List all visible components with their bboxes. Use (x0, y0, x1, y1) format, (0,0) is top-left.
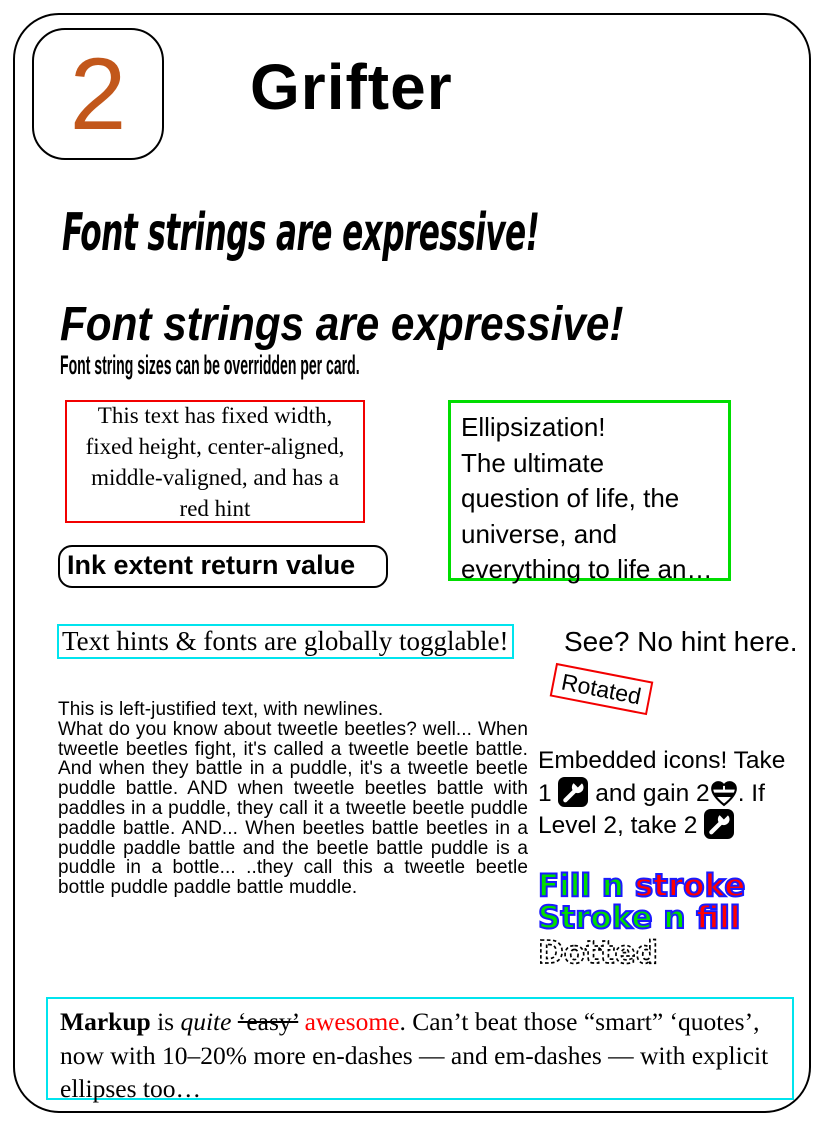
paragraph-body: What do you know about tweetle beetles? well... When tweetle beetles fight, it's called a tweetle beetle battle. And when they battle in a puddle, it's a tweetle beetle puddle battle. AND when tweetle beetles battle with paddles in a puddle, they call it a tweetle beetle puddle paddle battle. AND... When beetles battle beetles in a puddle paddle battle and the beetle battle puddle is a puddle in a bottle... ..they call this a tweetle beetle bottle puddle paddle battle muddle. (58, 718, 528, 899)
toggle-hint-text: Text hints & fonts are globally togglable! (62, 626, 509, 656)
heading-condensed-italic: Font strings are expressive! (62, 203, 540, 263)
rotated-text: Rotated (559, 668, 644, 710)
ellipsization-box (448, 400, 731, 584)
markup-rest: . Can’t beat those “smart” ‘quotes’, now with 10–20% more en-dashes — and em-dashes — with explicit ellipses too… (60, 1007, 769, 1103)
embedded-text-1: Embedded icons! Take 1 (538, 747, 786, 807)
red-hint-box (65, 400, 365, 523)
striped-heart-icon (710, 780, 738, 807)
ink-extent-label: Ink extent return value (67, 550, 356, 580)
ellipsization-line: question of life, the (461, 483, 680, 513)
ink-extent-box (58, 545, 388, 588)
embedded-icons-text (538, 746, 798, 842)
wrench-icon (704, 809, 734, 839)
ellipsization-line: universe, and (461, 518, 618, 549)
cost-badge (32, 28, 164, 160)
embedded-text-2: and gain 2 (588, 779, 710, 807)
card-title: Grifter (250, 51, 453, 123)
markup-box (46, 997, 794, 1103)
fill-n-stroke-text: Fill n stroke (538, 868, 746, 904)
ellipsization-line: The ultimate (461, 447, 605, 478)
heading-bold-italic: Font strings are expressive! (60, 298, 624, 351)
stroke-n-fill-text: Stroke n fill (538, 900, 741, 936)
markup-red-word: awesome (304, 1007, 400, 1036)
markup-bold: Markup (60, 1007, 151, 1036)
markup-strike: ‘easy’ (237, 1007, 299, 1036)
toggle-hint-box (57, 624, 514, 659)
dotted-text: Dotted (538, 935, 658, 971)
ellipsization-line: everything to life an… (461, 554, 713, 584)
stroke-fill-demo (536, 866, 825, 978)
heading-size-override: Font string sizes can be overridden per card. (60, 350, 360, 380)
ellipsization-line: Ellipsization! (461, 412, 606, 442)
no-hint-text: See? No hint here. (564, 626, 798, 657)
markup-mid1: is (150, 1007, 181, 1036)
embedded-text-3: . If Level 2, take 2 (538, 779, 765, 839)
markup-italic: quite (180, 1007, 232, 1036)
cost-number: 2 (69, 37, 127, 151)
wrench-icon (558, 777, 588, 807)
tweetle-paragraph (58, 700, 528, 898)
paragraph-intro: This is left-justified text, with newlines. (58, 699, 384, 720)
red-hint-text: This text has fixed width, fixed height, center-aligned, middle-valigned, and has a red hint (85, 402, 345, 521)
